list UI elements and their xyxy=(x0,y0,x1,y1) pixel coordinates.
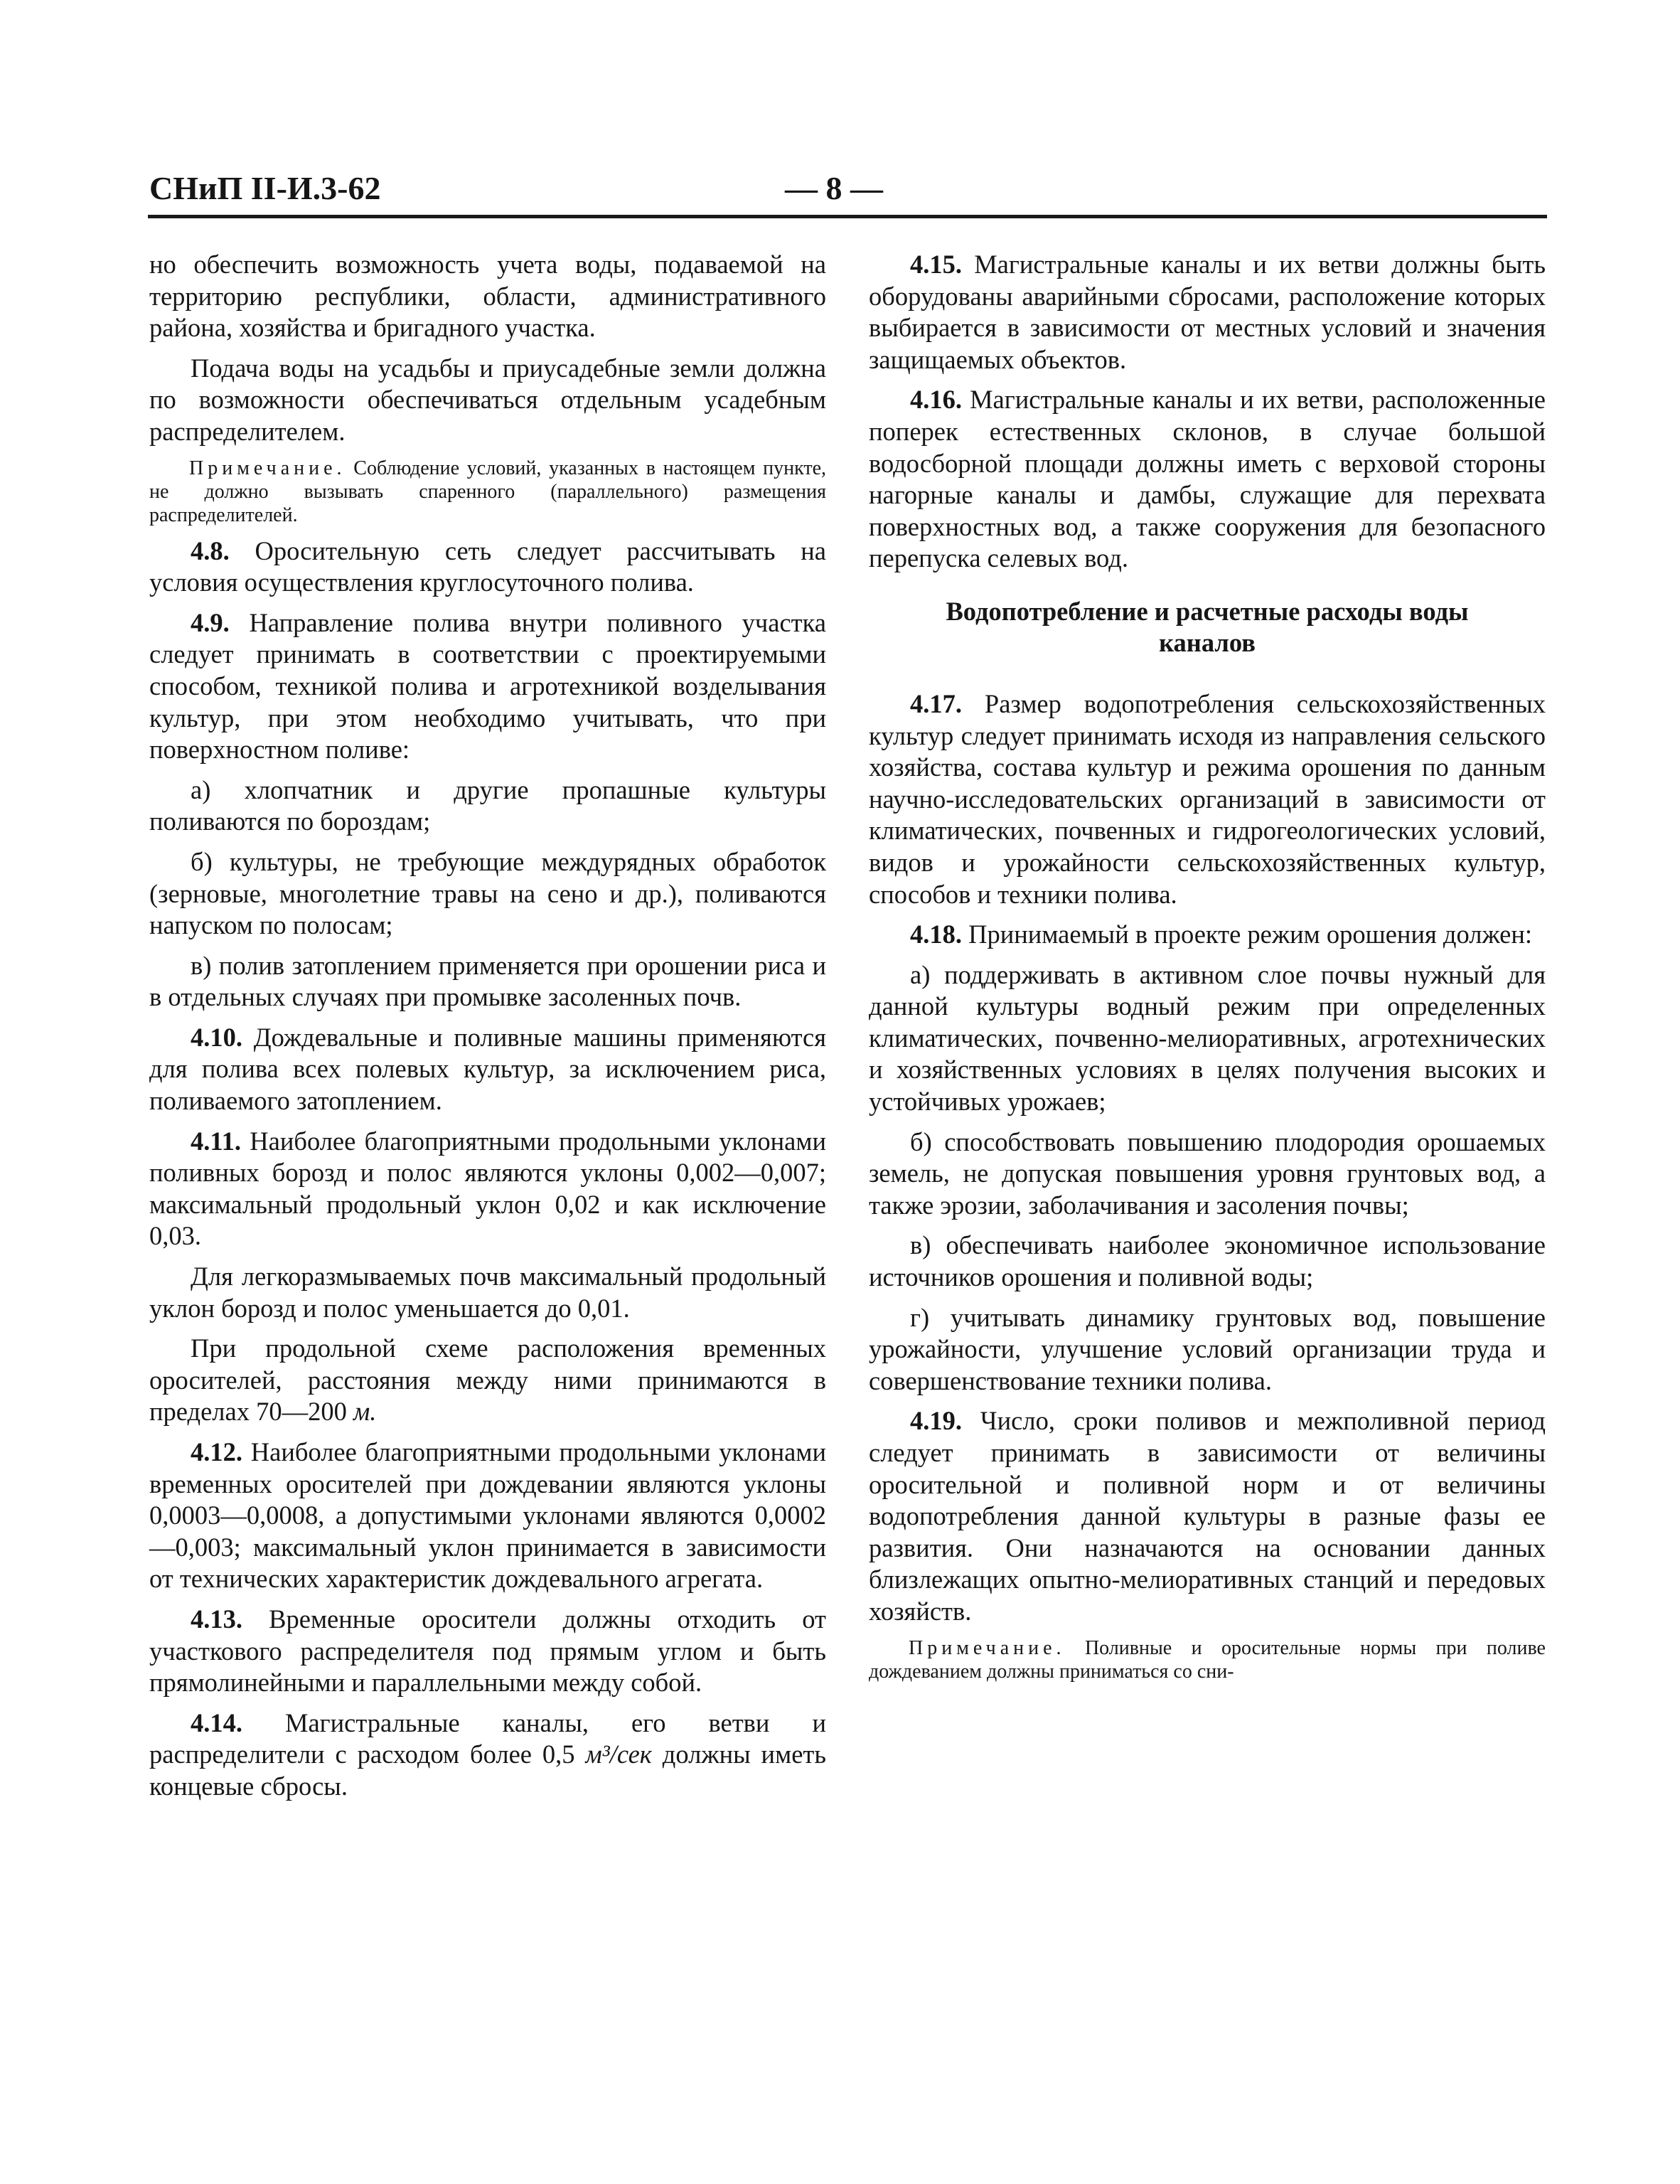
clause-number: 4.12. xyxy=(191,1437,242,1466)
note-text: Поливные и оросительные нормы при поливе дождеванием должны приниматься со сни- xyxy=(869,1636,1546,1683)
clause-text: Наиболее благоприятными продольными уклонами поливных борозд и полос являются уклоны 0,002—0,007; максимальный продольный уклон 0,02 и как исключение 0,03. xyxy=(149,1126,826,1251)
list-item-c: в) обеспечивать наиболее экономичное использование источников орошения и поливной воды; xyxy=(869,1230,1546,1292)
section-heading-line-1: Водопотребление и расчетные расходы воды xyxy=(946,596,1469,626)
clause-text: Временные оросители должны отходить от участкового распределителя под прямым углом и быть прямолинейными и параллельными между собой. xyxy=(149,1604,826,1698)
clause-text: Дождевальные и поливные машины применяются для полива всех полевых культур, за исключением риса, поливаемого затоплением. xyxy=(149,1022,827,1116)
paragraph-4-10 xyxy=(149,1022,826,1117)
list-item-b: б) культуры, не требующие междурядных обработок (зерновые, многолетние травы на сено и др.), поливаются напуском по полосам; xyxy=(149,846,826,940)
clause-number: 4.13. xyxy=(191,1604,242,1634)
paragraph-4-11 xyxy=(149,1126,826,1252)
clause-number: 4.18. xyxy=(910,920,962,949)
unit-text: м. xyxy=(353,1397,377,1427)
clause-number: 4.14. xyxy=(191,1708,242,1737)
clause-number: 4.17. xyxy=(910,688,962,718)
note-label: Примечание. xyxy=(909,1636,1066,1659)
clause-text-end: должны иметь концевые сбросы. xyxy=(149,1740,826,1801)
list-item-d: г) учитывать динамику грунтовых вод, повышение урожайности, улучшение условий организации труда и совершенствование техники полива. xyxy=(869,1302,1546,1395)
note-label: Примечание. xyxy=(189,457,346,479)
left-column xyxy=(149,249,826,1811)
clause-text: Число, сроки поливов и межполивной период следует принимать в зависимости от величины оросительной и поливной норм и от величины водопотребления данной культуры в разные фазы ее развития. Они назначаются на основании данных близлежащих опытно-мелиоративных станций и передовых хозяйств. xyxy=(869,1406,1546,1626)
paragraph-4-11-c xyxy=(149,1333,826,1428)
list-item-a: а) хлопчатник и другие пропашные культуры поливаются по бороздам; xyxy=(149,774,826,836)
paragraph-supply: Подача воды на усадьбы и приусадебные земли должна по возможности обеспечиваться отдельным усадебным распределителем. xyxy=(149,353,826,446)
unit-text: м³/сек xyxy=(585,1740,652,1769)
paragraph-4-17 xyxy=(869,688,1546,910)
clause-number: 4.10. xyxy=(191,1022,242,1052)
note-4-19 xyxy=(869,1636,1546,1683)
clause-text: Наиболее благоприятными продольными уклонами временных оросителей при дождевании являются уклоны 0,0003—0,0008, а допустимыми уклонами являются 0,0002—0,003; максимальный уклон принимается в зависимости от технических характеристик дождевального агрегата. xyxy=(149,1437,826,1594)
clause-text: Оросительную сеть следует рассчитывать на условия осуществления круглосуточного полива. xyxy=(149,536,826,597)
list-item-b: б) способствовать повышению плодородия орошаемых земель, не допуская повышения уровня грунтовых вод, а также эрозии, заболачивания и засоления почвы; xyxy=(869,1126,1546,1220)
clause-text: Магистральные каналы и их ветви, расположенные поперек естественных склонов, в случае большой водосборной площади должны иметь с верховой стороны нагорные каналы и дамбы, служащие для перехвата поверхностных вод, а также сооружения для безопасного перепуска селевых вод. xyxy=(869,385,1546,573)
paragraph-4-11-b: Для легкоразмываемых почв максимальный продольный уклон борозд и полос уменьшается до 0,01. xyxy=(149,1262,826,1323)
page-number: — 8 — xyxy=(785,170,883,206)
header-rule xyxy=(148,215,1547,218)
clause-number: 4.9. xyxy=(191,607,230,637)
paragraph-4-8 xyxy=(149,536,826,599)
paragraph-4-18 xyxy=(869,919,1546,951)
section-heading xyxy=(869,596,1546,659)
paragraph-4-9 xyxy=(149,607,826,766)
clause-text: Направление полива внутри поливного участка следует принимать в соответствии с проектируемыми способом, техникой полива и агротехникой возделывания культур, при этом необходимо учитывать, что при поверхностном поливе: xyxy=(149,607,826,765)
list-item-a: а) поддерживать в активном слое почвы нужный для данной культуры водный режим при определенных климатических, почвенно-мелиоративных, агротехнических и хозяйственных условиях в целях получения высоких и устойчивых урожаев; xyxy=(869,959,1546,1117)
clause-number: 4.19. xyxy=(910,1406,962,1436)
paragraph-4-14 xyxy=(149,1708,826,1803)
paragraph-continuation: но обеспечить возможность учета воды, подаваемой на территорию республики, области, административного района, хозяйства и бригадного участка. xyxy=(149,250,826,343)
document-code: СНиП II-И.3-62 xyxy=(149,170,381,206)
right-column xyxy=(869,249,1546,1692)
clause-text: Магистральные каналы, его ветви и распределители с расходом более 0,5 xyxy=(149,1708,826,1769)
clause-text: Размер водопотребления сельскохозяйственных культур следует принимать исходя из направления сельского хозяйства, состава культур и режима орошения по данным научно-исследовательских организаций в зависимости от климатических, почвенных и гидрогеологических условий, видов и урожайности сельскохозяйственных культур, способов и техники полива. xyxy=(869,688,1546,909)
paragraph-4-12 xyxy=(149,1437,826,1595)
clause-number: 4.11. xyxy=(191,1126,241,1156)
clause-text: При продольной схеме расположения временных оросителей, расстояния между ними принимаются в пределах 70—200 xyxy=(149,1333,826,1427)
paragraph-4-13 xyxy=(149,1604,826,1699)
paragraph-4-19 xyxy=(869,1405,1546,1627)
clause-text: Принимаемый в проекте режим орошения должен: xyxy=(968,920,1533,949)
clause-number: 4.16. xyxy=(910,385,962,415)
clause-number: 4.8. xyxy=(191,536,230,565)
paragraph-4-15 xyxy=(869,249,1546,375)
section-heading-line-2: каналов xyxy=(1159,627,1256,657)
note-4-7 xyxy=(149,457,826,527)
list-item-c: в) полив затоплением применяется при орошении риса и в отдельных случаях при промывке засоленных почв. xyxy=(149,950,826,1012)
paragraph-4-16 xyxy=(869,384,1546,575)
note-text: Соблюдение условий, указанных в настоящем пункте, не должно вызывать спаренного (параллельного) размещения распределителей. xyxy=(149,457,827,526)
clause-number: 4.15. xyxy=(910,250,962,279)
clause-text: Магистральные каналы и их ветви должны быть оборудованы аварийными сбросами, расположение которых выбирается в зависимости от местных условий и значения защищаемых объектов. xyxy=(869,250,1546,374)
